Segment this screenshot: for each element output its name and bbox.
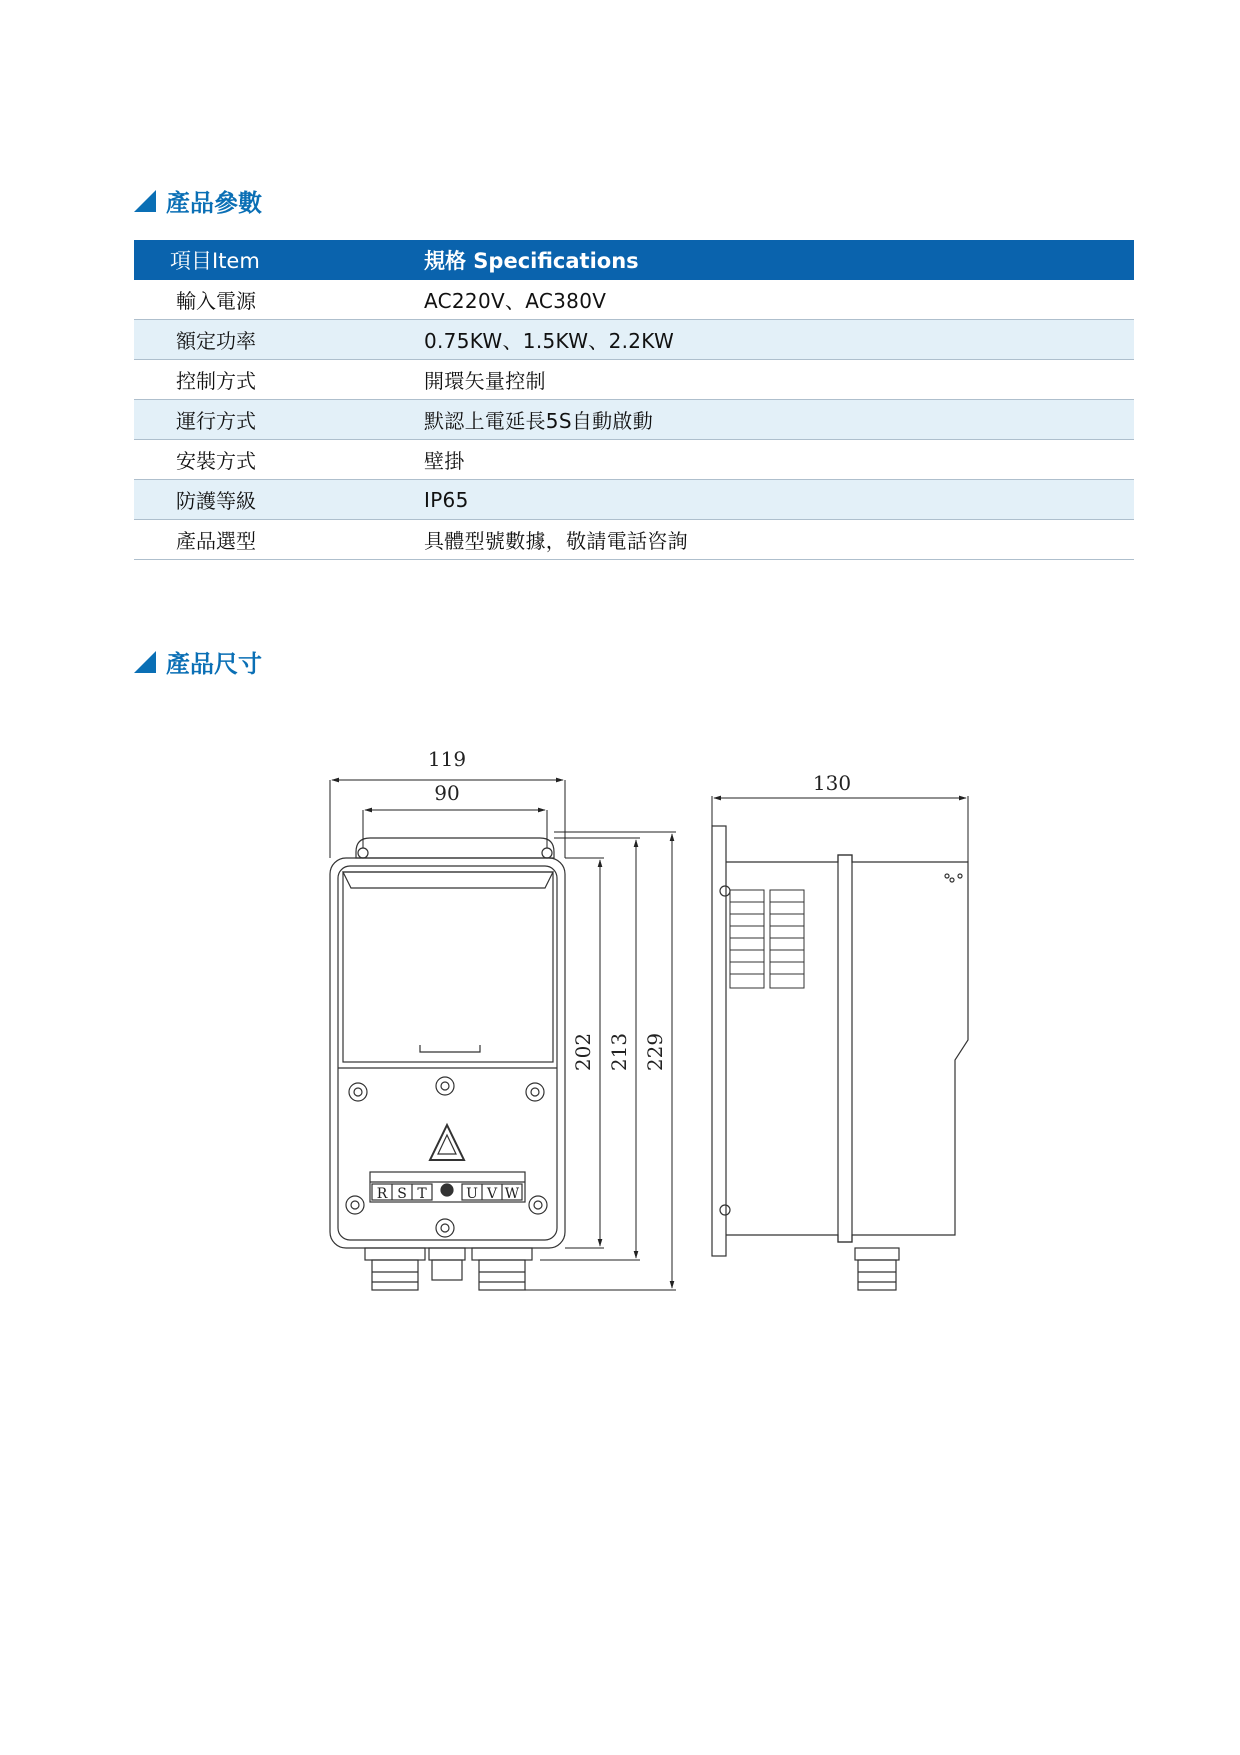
row-spec: IP65 [424,487,469,512]
terminal-label: S [397,1186,407,1202]
terminal-label: T [417,1186,427,1202]
row-spec: 默認上電延長5S自動啟動 [424,409,654,433]
row-spec: 開環矢量控制 [424,369,546,393]
row-spec: 具體型號數據，敬請電話咨詢 [424,529,688,553]
front-view [330,838,565,1290]
dim-height-a: 202 [571,1032,595,1072]
dim-side-depth: 130 [812,771,852,795]
row-item: 安裝方式 [176,449,256,473]
row-item: 產品選型 [176,529,256,553]
row-item: 輸入電源 [176,289,256,313]
row-item: 防護等級 [176,489,256,513]
params-title-text: 產品參數 [166,189,262,217]
row-item: 運行方式 [176,409,256,433]
dim-width-front: 119 [427,747,467,771]
row-spec: 壁掛 [424,449,465,473]
side-view [712,826,968,1290]
row-item: 控制方式 [176,369,256,393]
terminal-label: U [466,1186,478,1202]
row-spec: AC220V、AC380V [424,289,607,313]
header-item: 項目Item [170,249,260,273]
dimensions-title-text: 產品尺寸 [166,650,262,678]
header-spec: 規格 Specifications [424,249,639,273]
dim-height-c: 229 [643,1032,667,1072]
row-spec: 0.75KW、1.5KW、2.2KW [424,329,675,353]
dim-hole-spacing: 90 [434,781,460,805]
dim-height-b: 213 [607,1032,631,1072]
row-item: 額定功率 [176,329,256,353]
terminal-label: R [376,1186,388,1202]
terminal-label: W [504,1186,520,1202]
terminal-label: V [486,1186,498,1202]
